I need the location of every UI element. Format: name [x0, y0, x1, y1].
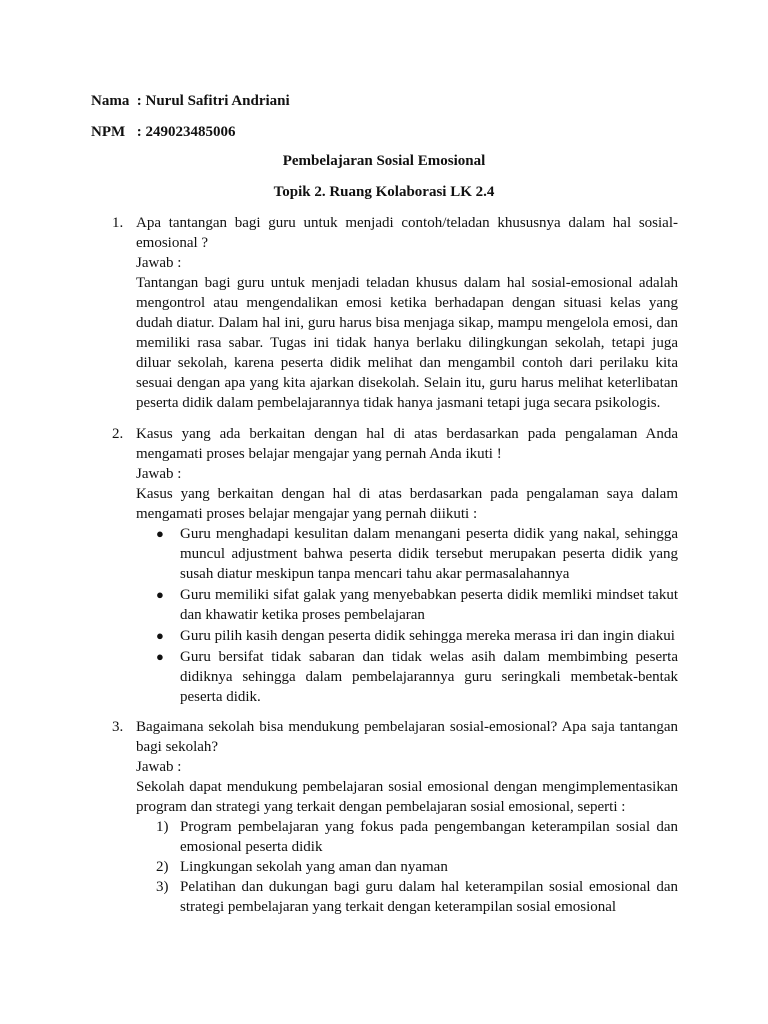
bullet-icon: ●: [156, 526, 164, 541]
answer-label: Jawab :: [136, 255, 182, 271]
question-text: Kasus yang ada berkaitan dengan hal di atas berdasarkan pada pengalaman Anda mengamati proses belajar mengajar yang pernah Anda ikuti !: [136, 426, 678, 462]
answer-text: Tantangan bagi guru untuk menjadi teladan khusus dalam hal sosial-emosional adalah mengontrol atau mengendalikan emosi ketika berhadapan dengan situasi kelas yang dudah diatur. Dalam hal ini, guru harus bisa menjaga sikap, mampu mengelola emosi, dan memiliki rasa sabar. Tugas ini tidak hanya berlaku dilingkungan sekolah, tetapi juga diluar sekolah, karena peserta didik melihat dan mengambil contoh dari perilaku kita sesuai dengan apa yang kita ajarkan disekolah. Selain itu, guru harus melihat keterlibatan peserta didik dalam pembelajarannya tidak hanya jasmani tetapi juga secara psikologis.: [136, 275, 678, 411]
question-number: 2.: [112, 426, 124, 442]
question-number: 1.: [112, 215, 124, 231]
bullet-icon: ●: [156, 587, 164, 602]
question-text: Bagaimana sekolah bisa mendukung pembelajaran sosial-emosional? Apa saja tantangan bagi sekolah?: [136, 719, 678, 755]
question-2: [112, 424, 678, 708]
question-text: Apa tantangan bagi guru untuk menjadi contoh/teladan khususnya dalam hal sosial-emosional ?: [136, 215, 678, 251]
bullet-icon: ●: [156, 628, 164, 643]
name-row: [91, 93, 290, 110]
answer-label: Jawab :: [136, 466, 182, 482]
list-item: 2) Lingkungan sekolah yang aman dan nyaman: [156, 859, 448, 875]
answer-label: Jawab :: [136, 759, 182, 775]
list-item: 3) Pelatihan dan dukungan bagi guru dalam hal keterampilan sosial emosional dan strategi pembelajaran yang terkait dengan keterampilan sosial emosional: [156, 879, 678, 915]
question-1: [112, 213, 678, 413]
answer-text: Sekolah dapat mendukung pembelajaran sosial emosional dengan mengimplementasikan program dan strategi yang terkait dengan pembelajaran sosial emosional, seperti :: [136, 779, 678, 815]
list-item: ● Guru pilih kasih dengan peserta didik sehingga mereka merasa iri dan ingin diakui: [156, 628, 675, 644]
npm-row: [91, 124, 236, 141]
bullet-icon: ●: [156, 649, 164, 664]
bullet-list: [136, 524, 678, 707]
item-number: 3): [156, 879, 169, 895]
list-item: ● Guru menghadapi kesulitan dalam menangani peserta didik yang nakal, sehingga muncul adjustment bahwa peserta didik tersebut merupakan peserta didik yang susah diatur meskipun tanpa mencari tahu akar permasalahannya: [156, 526, 678, 582]
answer-text: Kasus yang berkaitan dengan hal di atas berdasarkan pada pengalaman saya dalam mengamati proses belajar mengajar yang pernah diikuti :: [136, 486, 678, 522]
npm-value: : 249023485006: [136, 124, 236, 140]
question-3: [112, 717, 678, 917]
name-value: : Nurul Safitri Andriani: [136, 93, 290, 109]
list-item: 1) Program pembelajaran yang fokus pada pengembangan keterampilan sosial dan emosional peserta didik: [156, 819, 678, 855]
document-title: Pembelajaran Sosial Emosional: [282, 153, 486, 169]
topic-title: Topik 2. Ruang Kolaborasi LK 2.4: [273, 184, 495, 200]
item-number: 2): [156, 859, 169, 875]
question-number: 3.: [112, 719, 124, 735]
list-item: ● Guru memiliki sifat galak yang menyebabkan peserta didik memliki mindset takut dan khawatir ketika proses pembelajaran: [156, 587, 678, 623]
numbered-list: [136, 817, 678, 917]
npm-label: NPM: [91, 124, 126, 140]
name-label: Nama: [91, 93, 130, 109]
item-number: 1): [156, 819, 169, 835]
list-item: ● Guru bersifat tidak sabaran dan tidak welas asih dalam membimbing peserta didiknya sehingga dalam pembelajarannya guru seringkali membetak-bentak peserta didik.: [156, 649, 678, 705]
